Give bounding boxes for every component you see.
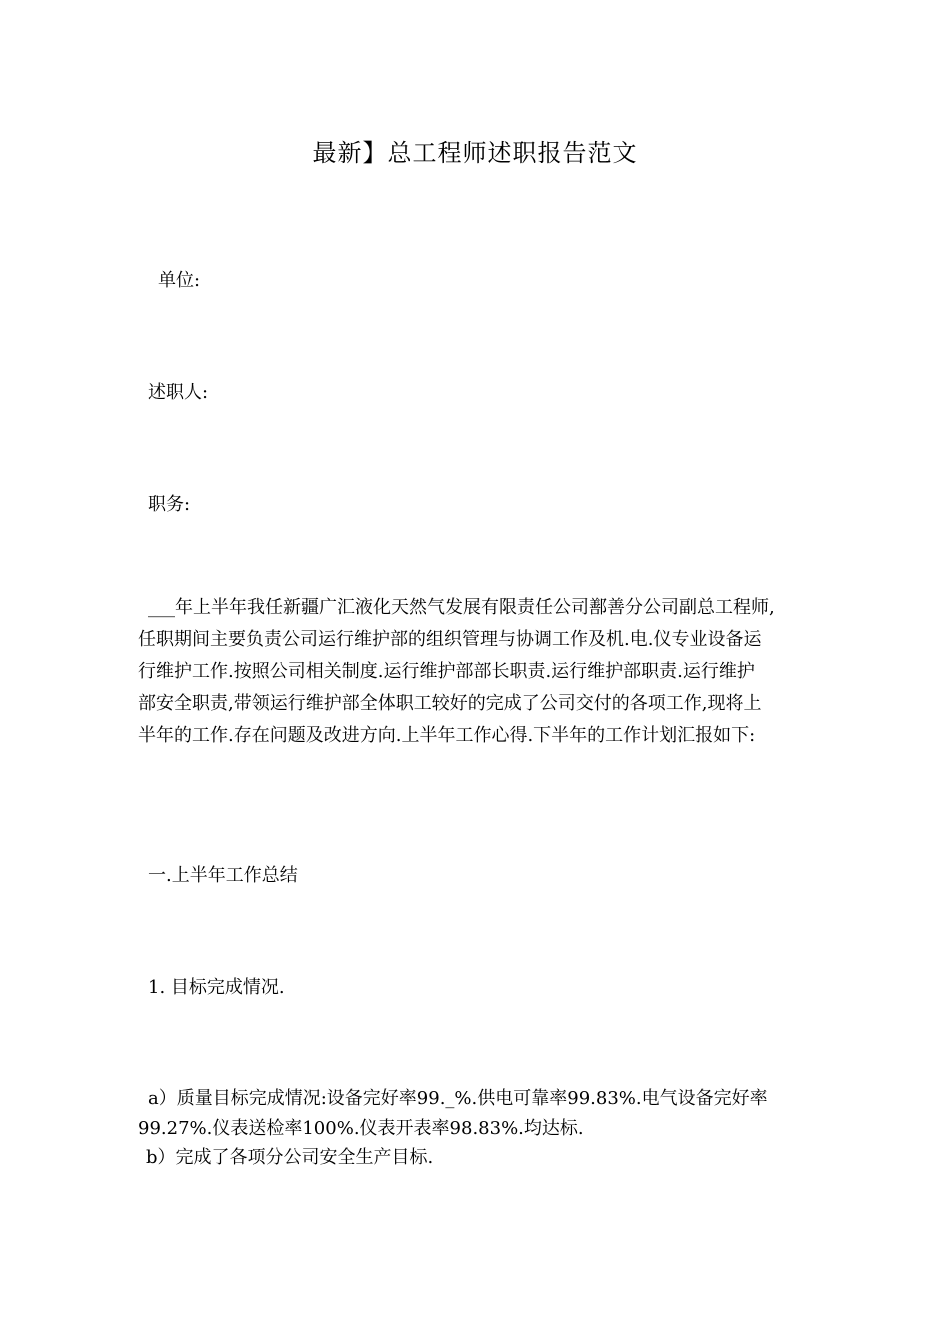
intro-line: 部安全职责,带领运行维护部全体职工较好的完成了公司交付的各项工作,现将上 <box>138 693 762 714</box>
list-item-a <box>138 1084 838 1144</box>
list-item-b: b）完成了各项分公司安全生产目标. <box>146 1147 434 1168</box>
section-heading: 一.上半年工作总结 <box>148 865 298 886</box>
reporter-label: 述职人: <box>148 382 209 403</box>
position-label: 职务: <box>148 494 191 515</box>
intro-line: 行维护工作.按照公司相关制度.运行维护部部长职责.运行维护部职责.运行维护 <box>138 661 755 682</box>
intro-line: 半年的工作.存在问题及改进方向.上半年工作心得.下半年的工作计划汇报如下: <box>138 725 756 746</box>
subsection-heading: 1. 目标完成情况. <box>148 977 285 998</box>
intro-paragraph <box>138 592 828 752</box>
intro-line: 任职期间主要负责公司运行维护部的组织管理与协调工作及机.电.仪专业设备运 <box>138 629 762 650</box>
document-title: 最新】总工程师述职报告范文 <box>312 139 638 167</box>
list-item-a-line: a）质量目标完成情况:设备完好率99._%.供电可靠率99.83%.电气设备完好率 <box>148 1088 768 1109</box>
unit-label: 单位: <box>158 270 201 291</box>
intro-line: ___年上半年我任新疆广汇液化天然气发展有限责任公司鄯善分公司副总工程师, <box>148 597 775 618</box>
list-item-a-line: 99.27%.仪表送检率100%.仪表开表率98.83%.均达标. <box>138 1118 584 1139</box>
